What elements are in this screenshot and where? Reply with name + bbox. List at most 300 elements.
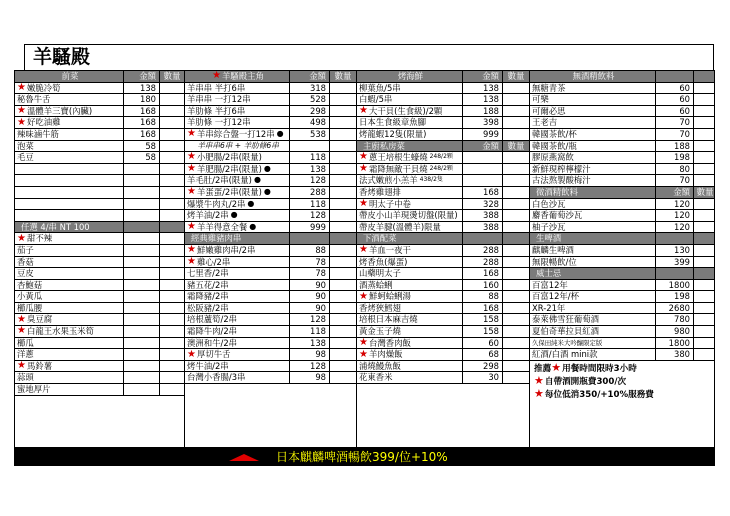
star-icon: ★ — [187, 128, 196, 140]
item-qty[interactable] — [694, 175, 715, 186]
item-price — [463, 175, 503, 186]
item-qty[interactable] — [330, 361, 356, 372]
item-qty[interactable] — [694, 349, 715, 360]
menu-board — [14, 70, 715, 448]
item-price — [463, 152, 503, 163]
item-name — [357, 361, 463, 372]
item-price — [124, 384, 160, 395]
item-price: 128 — [290, 175, 330, 186]
section-header — [357, 141, 529, 153]
star-icon: ★ — [187, 186, 196, 198]
item-name-text: 雞心/2串 — [196, 256, 231, 267]
item-qty[interactable] — [160, 83, 184, 94]
menu-item — [185, 280, 356, 292]
item-qty[interactable] — [503, 338, 529, 349]
item-qty[interactable] — [330, 94, 356, 105]
item-qty[interactable] — [330, 349, 356, 360]
item-name-text: 王老吉 — [532, 117, 558, 128]
item-qty[interactable] — [330, 129, 356, 140]
item-name-text: 帶皮小山羊現燙切盤(限量) — [359, 210, 458, 221]
item-qty[interactable] — [330, 117, 356, 128]
item-qty[interactable] — [330, 210, 356, 221]
item-price — [290, 141, 330, 152]
item-qty[interactable] — [503, 268, 529, 279]
footer-banner — [14, 448, 715, 466]
price-header: 金額 — [463, 71, 503, 82]
star-icon: ★ — [359, 244, 368, 256]
qty-header — [503, 233, 529, 244]
item-name-text: 羊串串 半打6串 — [187, 82, 246, 93]
item-price: 90 — [290, 291, 330, 302]
item-qty[interactable] — [160, 268, 184, 279]
item-name — [185, 291, 290, 302]
item-name-text: 櫛瓜 — [17, 337, 34, 348]
item-qty[interactable] — [503, 326, 529, 337]
section-title: 經典雞豬肉串 — [185, 233, 290, 244]
item-price: 128 — [290, 361, 330, 372]
item-qty[interactable] — [503, 245, 529, 256]
item-qty[interactable] — [160, 338, 184, 349]
item-name-text: 韓國茶飲/杯 — [532, 128, 577, 139]
item-name — [15, 117, 124, 128]
item-name — [185, 314, 290, 325]
item-qty[interactable] — [330, 280, 356, 291]
item-qty[interactable] — [160, 314, 184, 325]
menu-item — [530, 280, 715, 292]
column-drinks — [530, 71, 715, 447]
menu-item — [15, 233, 184, 245]
item-qty[interactable] — [330, 141, 356, 152]
menu-item — [185, 164, 356, 176]
item-name — [530, 349, 656, 360]
item-name-text: 百富12年/杯 — [532, 291, 579, 302]
item-name — [357, 106, 463, 117]
item-qty[interactable] — [330, 338, 356, 349]
item-name — [530, 222, 656, 233]
item-qty[interactable] — [694, 291, 715, 302]
item-name-text: 酒蒸蛤蜊 — [359, 279, 393, 290]
item-qty[interactable] — [160, 384, 184, 395]
item-qty[interactable] — [160, 326, 184, 337]
item-name — [357, 257, 463, 268]
item-price: 88 — [290, 245, 330, 256]
item-qty[interactable] — [330, 314, 356, 325]
item-name — [530, 314, 656, 325]
item-qty[interactable] — [503, 94, 529, 105]
menu-item — [185, 106, 356, 118]
menu-item — [15, 326, 184, 338]
qty-header — [160, 222, 184, 233]
column-seafood — [357, 71, 530, 447]
item-name — [357, 117, 463, 128]
item-qty[interactable] — [694, 152, 715, 163]
item-qty[interactable] — [160, 187, 184, 198]
item-qty[interactable] — [160, 117, 184, 128]
section-header — [15, 222, 184, 234]
item-name-text: 蒜頭 — [17, 372, 34, 383]
item-qty[interactable] — [694, 164, 715, 175]
item-price — [124, 361, 160, 372]
section-header — [530, 233, 715, 245]
item-name — [15, 326, 124, 337]
star-icon: ★ — [17, 326, 26, 337]
qty-header — [694, 268, 715, 279]
item-qty[interactable] — [330, 164, 356, 175]
item-name-text: 泡菜 — [17, 140, 34, 151]
item-qty[interactable] — [503, 222, 529, 233]
item-name-text: 烤香魚(爆蛋) — [359, 256, 408, 267]
item-name — [530, 152, 656, 163]
item-name — [185, 245, 290, 256]
item-name-text: 鮮嫩雞肉串/2串 — [196, 244, 256, 255]
menu-item — [15, 361, 184, 373]
item-price: 168 — [124, 117, 160, 128]
item-qty[interactable] — [694, 303, 715, 314]
item-note: 248/2顆 — [429, 164, 453, 172]
item-qty[interactable] — [330, 187, 356, 198]
item-qty[interactable] — [160, 303, 184, 314]
item-name — [357, 152, 463, 163]
item-qty[interactable] — [694, 129, 715, 140]
item-price: 128 — [290, 210, 330, 221]
column-appetizers — [15, 71, 185, 447]
item-qty[interactable] — [694, 222, 715, 233]
item-qty[interactable] — [330, 268, 356, 279]
item-qty[interactable] — [694, 117, 715, 128]
menu-item — [357, 338, 529, 350]
item-price — [124, 233, 160, 244]
item-name-text: 蔥王培根生蠔燒 — [368, 152, 428, 163]
menu-item — [15, 199, 184, 211]
item-price: 298 — [290, 106, 330, 117]
menu-item — [15, 257, 184, 269]
item-name-text: 松阪豬/2串 — [187, 302, 229, 313]
menu-item — [15, 280, 184, 292]
item-qty[interactable] — [694, 245, 715, 256]
item-price: 288 — [290, 187, 330, 198]
item-qty[interactable] — [503, 349, 529, 360]
item-price: 168 — [463, 268, 503, 279]
item-name — [15, 245, 124, 256]
item-name — [15, 106, 124, 117]
item-price — [124, 303, 160, 314]
item-price: 118 — [290, 152, 330, 163]
item-qty[interactable] — [503, 210, 529, 221]
item-price — [124, 187, 160, 198]
item-qty[interactable] — [694, 257, 715, 268]
item-name — [357, 187, 463, 198]
item-qty[interactable] — [160, 349, 184, 360]
menu-item — [185, 257, 356, 269]
item-qty[interactable] — [160, 280, 184, 291]
menu-item — [185, 326, 356, 338]
qty-header: 數量 — [507, 71, 525, 81]
item-name-text: 法式嫩煎小羔羊 — [359, 175, 418, 186]
menu-item — [15, 349, 184, 361]
item-price: 58 — [124, 152, 160, 163]
item-name — [530, 326, 656, 337]
item-name — [357, 372, 463, 383]
item-qty[interactable] — [330, 222, 356, 233]
star-icon: ★ — [187, 152, 196, 163]
menu-item — [357, 129, 529, 141]
item-qty[interactable] — [330, 245, 356, 256]
item-name — [530, 141, 656, 152]
bullet-icon: ● — [230, 210, 238, 220]
item-name-text: 羊蛋蛋/2串(限量) — [196, 186, 262, 197]
item-qty[interactable] — [330, 152, 356, 163]
item-name-text: 久保田純米大吟釀限定版 — [532, 338, 603, 347]
item-qty[interactable] — [694, 141, 715, 152]
item-qty[interactable] — [160, 141, 184, 152]
item-name-text: 毛豆 — [17, 152, 34, 163]
menu-item — [357, 222, 529, 234]
item-name-text: 羊羊得意全餐 — [196, 221, 248, 232]
item-price — [124, 338, 160, 349]
item-name-text: 櫛瓜腰 — [17, 302, 43, 313]
item-price: 138 — [124, 83, 160, 94]
item-name — [530, 117, 656, 128]
item-qty[interactable] — [503, 129, 529, 140]
item-qty[interactable] — [503, 257, 529, 268]
menu-item — [530, 222, 715, 234]
item-qty[interactable] — [160, 175, 184, 186]
item-price — [124, 314, 160, 325]
item-price — [124, 245, 160, 256]
item-name-text: 台灣香肉飯 — [368, 337, 411, 348]
item-qty[interactable] — [160, 372, 184, 383]
item-qty[interactable] — [503, 303, 529, 314]
column-header — [185, 71, 356, 83]
item-price: 288 — [463, 257, 503, 268]
item-name-text: 無糖青茶 — [532, 82, 566, 93]
note-text: 每位低消350/+10%服務費 — [544, 389, 654, 400]
menu-item — [15, 210, 184, 222]
item-qty[interactable] — [503, 291, 529, 302]
menu-item — [357, 83, 529, 95]
item-price: 999 — [290, 222, 330, 233]
menu-item — [185, 187, 356, 199]
item-name-text: 浦燒鰻魚飯 — [359, 360, 401, 371]
item-qty[interactable] — [160, 94, 184, 105]
item-price: 388 — [463, 210, 503, 221]
menu-item — [357, 257, 529, 269]
item-name — [185, 129, 290, 140]
item-price: 120 — [656, 210, 694, 221]
item-qty[interactable] — [330, 175, 356, 186]
item-qty[interactable] — [330, 199, 356, 210]
item-price: 90 — [290, 280, 330, 291]
menu-item — [15, 106, 184, 118]
star-icon: ★ — [534, 386, 544, 400]
item-price: 180 — [124, 94, 160, 105]
item-name-text: 豆皮 — [17, 268, 34, 279]
item-price: 198 — [656, 152, 694, 163]
item-price: 60 — [656, 106, 694, 117]
note-line — [534, 360, 712, 376]
item-qty[interactable] — [503, 372, 529, 383]
item-qty[interactable] — [694, 338, 715, 349]
item-name — [357, 338, 463, 349]
menu-item — [185, 349, 356, 361]
item-qty[interactable] — [330, 303, 356, 314]
item-name — [357, 129, 463, 140]
item-name — [185, 187, 290, 198]
item-qty[interactable] — [160, 291, 184, 302]
item-price: 168 — [463, 187, 503, 198]
item-qty[interactable] — [694, 314, 715, 325]
menu-item — [530, 314, 715, 326]
menu-item — [185, 245, 356, 257]
menu-item — [15, 141, 184, 153]
menu-item — [15, 314, 184, 326]
item-name-text: 霜降牛肉/2串 — [187, 326, 238, 337]
item-price: 138 — [290, 338, 330, 349]
price-header — [290, 233, 330, 244]
item-price: 60 — [656, 94, 694, 105]
menu-item — [185, 210, 356, 222]
item-name — [185, 94, 290, 105]
item-name — [185, 361, 290, 372]
item-qty[interactable] — [160, 152, 184, 163]
item-qty[interactable] — [503, 187, 529, 198]
menu-item — [185, 291, 356, 303]
item-name — [357, 349, 463, 360]
item-name — [15, 268, 124, 279]
item-price: 160 — [463, 280, 503, 291]
item-qty[interactable] — [160, 164, 184, 175]
item-qty[interactable] — [330, 326, 356, 337]
item-name-text: 羊肋條 一打12串 — [187, 117, 251, 128]
menu-item — [530, 245, 715, 257]
item-qty[interactable] — [694, 106, 715, 117]
item-qty[interactable] — [160, 129, 184, 140]
item-qty[interactable] — [694, 326, 715, 337]
item-qty[interactable] — [503, 199, 529, 210]
menu-item — [185, 152, 356, 164]
item-name — [15, 384, 124, 395]
item-name — [530, 83, 656, 94]
menu-item — [530, 210, 715, 222]
menu-item — [357, 372, 529, 384]
item-price: 999 — [463, 129, 503, 140]
item-qty[interactable] — [160, 233, 184, 244]
item-name — [530, 210, 656, 221]
item-price: 399 — [656, 257, 694, 268]
menu-item — [530, 303, 715, 315]
item-price: 80 — [656, 164, 694, 175]
item-price: 78 — [290, 268, 330, 279]
item-qty[interactable] — [330, 106, 356, 117]
item-price: 780 — [656, 314, 694, 325]
item-qty[interactable] — [503, 152, 529, 163]
item-qty[interactable] — [330, 372, 356, 383]
menu-item — [185, 372, 356, 384]
section-header — [530, 187, 715, 199]
qty-header: 數量 — [507, 140, 525, 151]
item-name-text: 臭豆腐 — [26, 314, 53, 325]
item-qty[interactable] — [160, 245, 184, 256]
item-qty[interactable] — [503, 117, 529, 128]
item-name-text: 麝香葡萄沙瓦 — [532, 210, 583, 221]
item-price: 60 — [656, 83, 694, 94]
combo-note-text: 羊串串6串 + 羊肋條6串 — [185, 141, 290, 152]
item-price — [124, 372, 160, 383]
bullet-icon: ● — [253, 175, 261, 185]
price-header: 金額 — [656, 187, 694, 198]
item-name-text: 蜜地厚片 — [17, 384, 51, 395]
menu-item — [530, 349, 715, 361]
item-name-text: 七里香/2串 — [187, 268, 229, 279]
item-qty[interactable] — [694, 210, 715, 221]
item-price: 288 — [463, 245, 503, 256]
menu-item — [15, 164, 184, 176]
item-price — [124, 257, 160, 268]
item-name — [15, 164, 124, 175]
menu-item — [357, 106, 529, 118]
item-name — [357, 291, 463, 302]
item-qty[interactable] — [330, 257, 356, 268]
item-qty[interactable] — [160, 199, 184, 210]
item-name-text: 花東香米 — [359, 372, 393, 383]
item-name — [530, 129, 656, 140]
footer-text: 日本麒麟啤酒暢飲399/位+10% — [276, 450, 448, 464]
menu-item — [185, 129, 356, 141]
item-qty[interactable] — [503, 83, 529, 94]
bullet-icon: ● — [263, 163, 271, 173]
star-icon: ★ — [17, 117, 26, 128]
item-name-text: 茄子 — [17, 244, 34, 255]
item-note: 248/2顆 — [429, 153, 453, 161]
item-name-text: 白色沙瓦 — [532, 198, 566, 209]
item-qty[interactable] — [503, 106, 529, 117]
item-qty[interactable] — [160, 257, 184, 268]
item-price: 388 — [463, 222, 503, 233]
menu-item — [357, 303, 529, 315]
item-qty[interactable] — [694, 94, 715, 105]
menu-item — [15, 83, 184, 95]
item-qty[interactable] — [330, 83, 356, 94]
menu-item — [530, 141, 715, 153]
item-qty[interactable] — [503, 361, 529, 372]
item-qty[interactable] — [503, 164, 529, 175]
item-name — [530, 175, 656, 186]
item-qty[interactable] — [503, 175, 529, 186]
item-qty[interactable] — [160, 210, 184, 221]
item-name-text: 洋蔥 — [17, 349, 34, 360]
section-title — [185, 71, 290, 82]
item-qty[interactable] — [160, 106, 184, 117]
item-qty[interactable] — [503, 280, 529, 291]
item-name — [530, 257, 656, 268]
price-header — [124, 222, 160, 233]
item-name-text: 秘魯牛舌 — [17, 94, 51, 105]
item-qty[interactable] — [160, 361, 184, 372]
item-qty[interactable] — [330, 291, 356, 302]
star-icon: ★ — [17, 105, 26, 117]
item-price — [124, 280, 160, 291]
menu-item — [357, 175, 529, 187]
item-qty[interactable] — [694, 199, 715, 210]
star-icon: ★ — [359, 291, 368, 302]
item-price: 318 — [290, 83, 330, 94]
menu-item — [185, 83, 356, 95]
item-qty[interactable] — [503, 314, 529, 325]
item-qty[interactable] — [694, 83, 715, 94]
price-header: 金額 — [290, 71, 330, 82]
item-qty[interactable] — [694, 280, 715, 291]
qty-header — [694, 233, 715, 244]
